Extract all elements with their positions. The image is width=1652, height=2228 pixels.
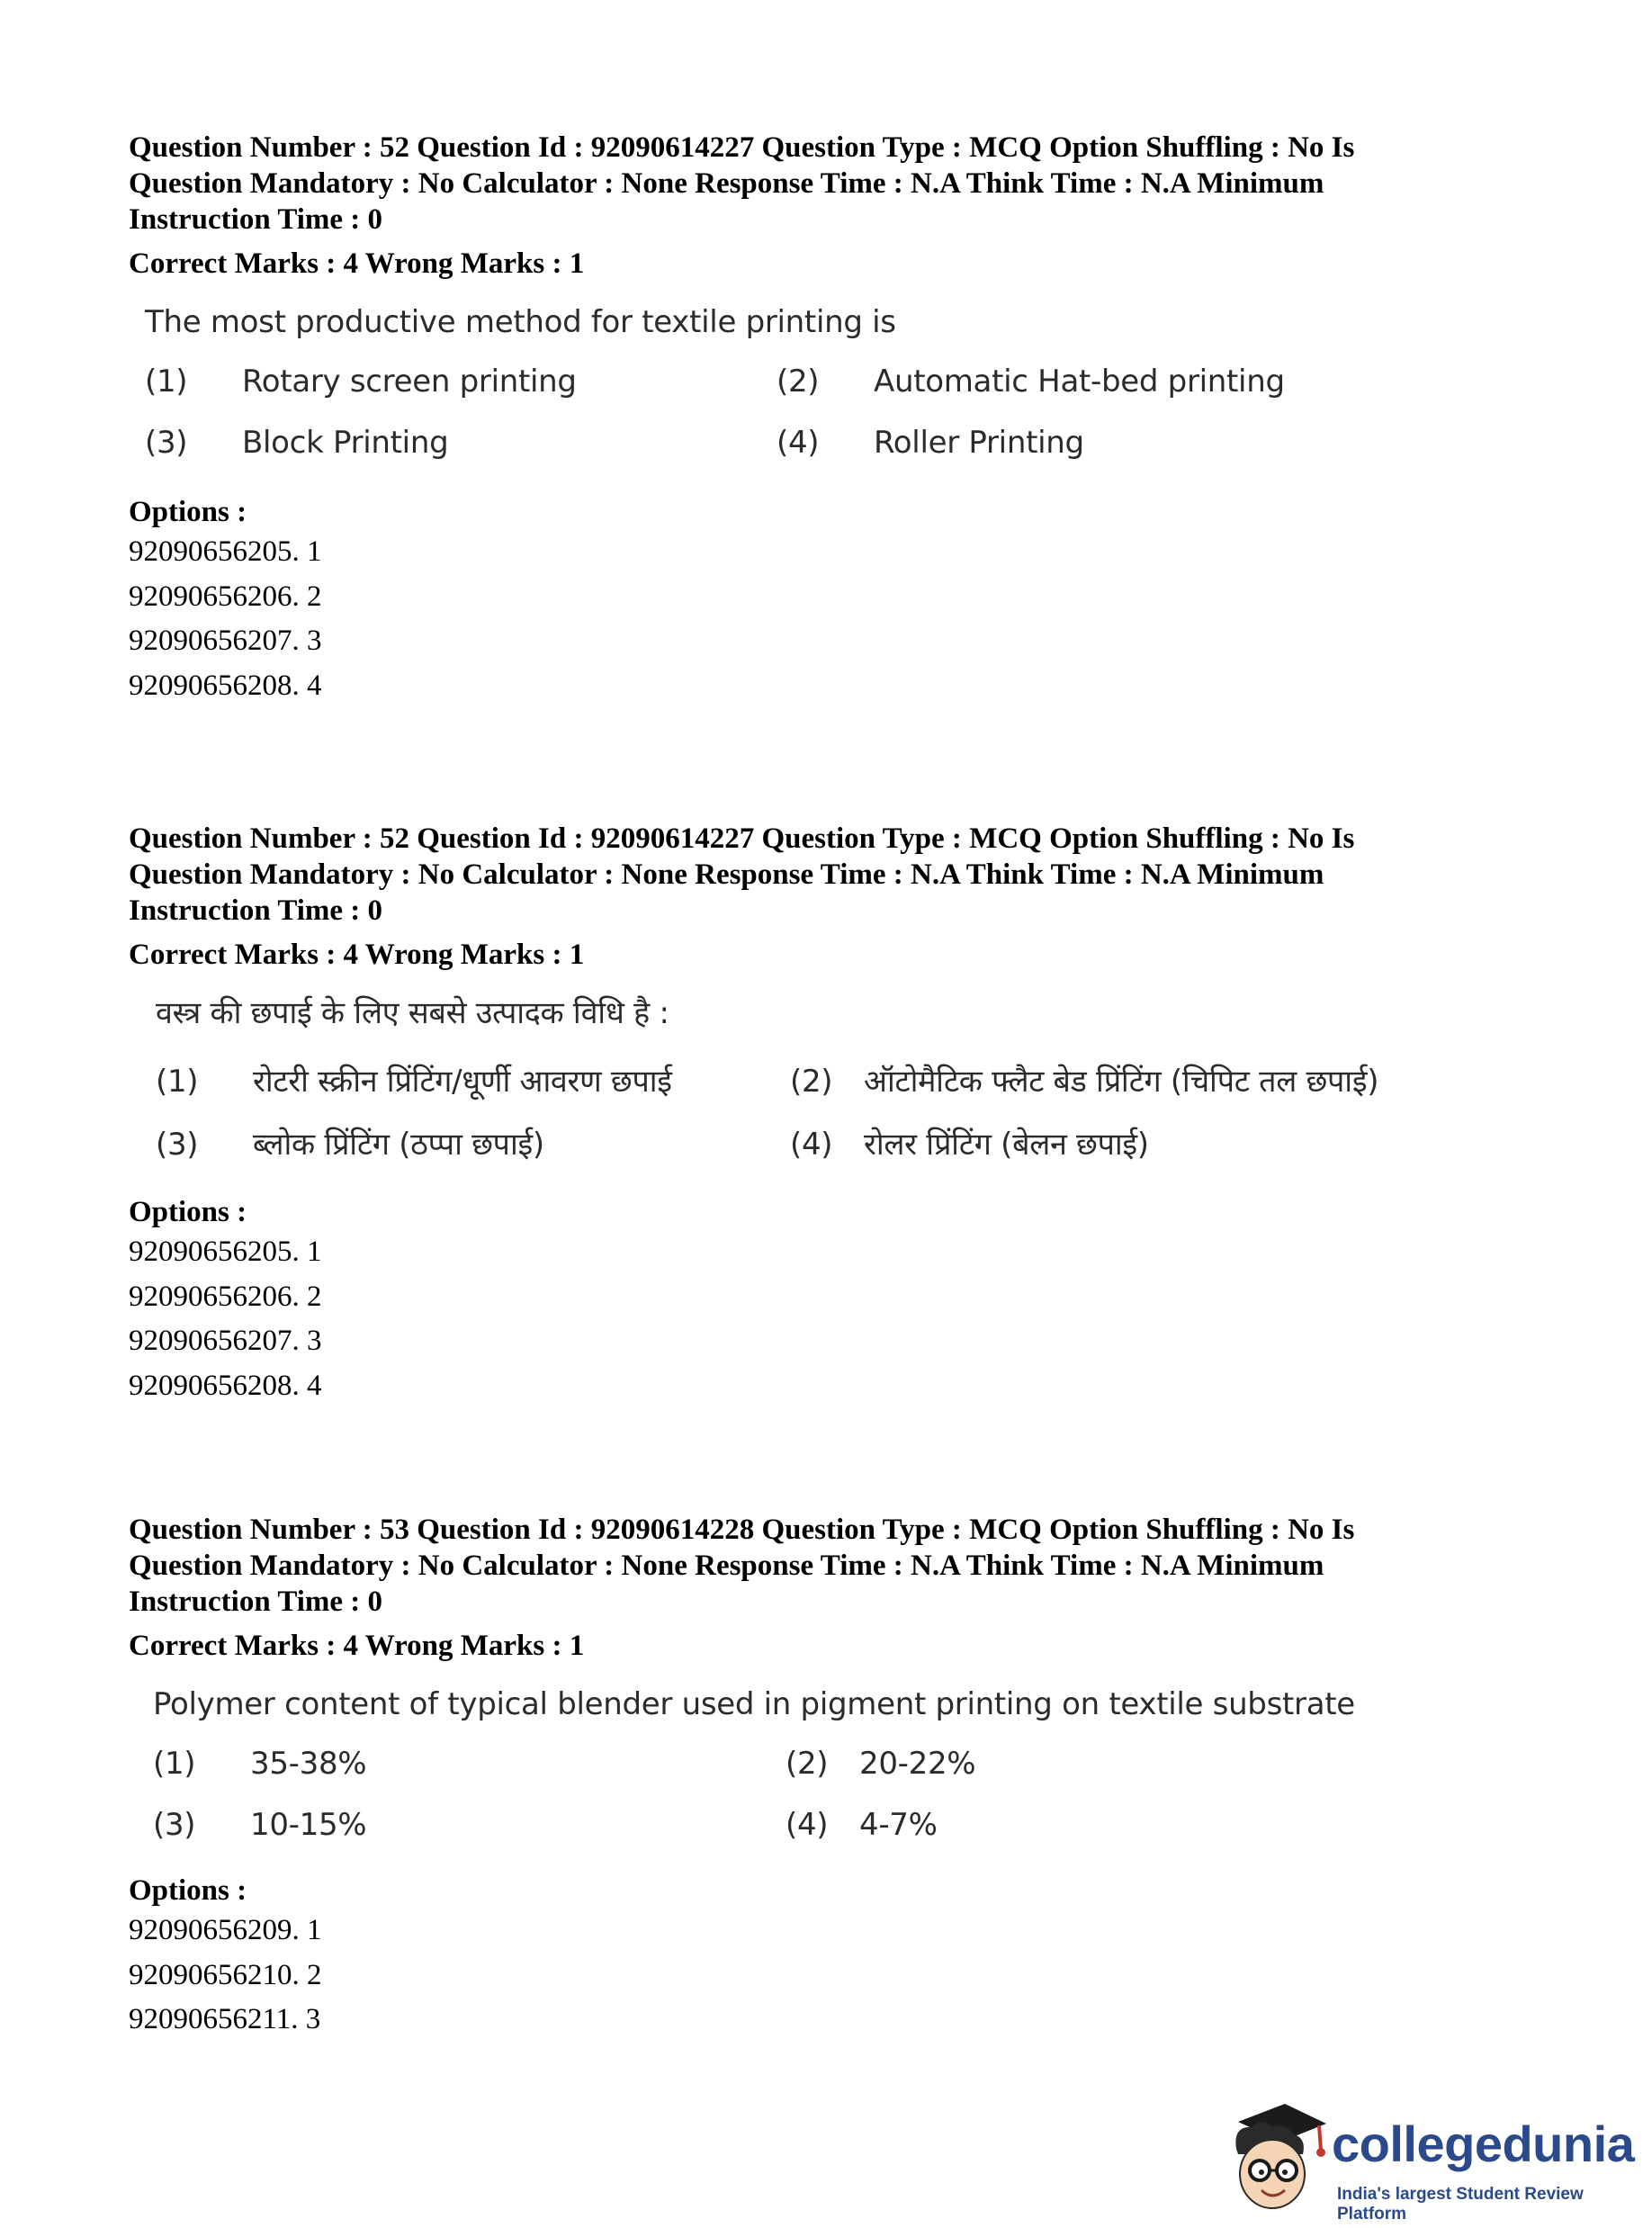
- choices-grid: [129, 1741, 1532, 1876]
- choice-text: रोलर प्रिंटिंग (बेलन छपाई): [864, 1127, 1149, 1163]
- meta-line: Question Mandatory : No Calculator : None Response Time : N.A Think Time : N.A Minimum: [129, 1550, 1324, 1582]
- choice-number: (2): [790, 1064, 833, 1100]
- question-block: [129, 130, 1532, 708]
- choice-item: [786, 1802, 938, 1847]
- meta-line: Question Number : 53 Question Id : 92090614228 Question Type : MCQ Option Shuffling : No Is: [129, 1514, 1355, 1546]
- marks-line: Correct Marks : 4 Wrong Marks : 1: [129, 247, 585, 280]
- meta-line: Instruction Time : 0: [129, 894, 383, 927]
- options-label: Options :: [129, 1874, 247, 1907]
- option-line: 92090656205. 1: [129, 535, 322, 568]
- question-content: [129, 991, 1532, 1185]
- choice-number: (1): [153, 1746, 196, 1782]
- question-text: Polymer content of typical blender used in pigment printing on textile substrate: [153, 1686, 1355, 1722]
- choice-text: Automatic Hat-bed printing: [874, 364, 1285, 400]
- choice-item: [777, 420, 1084, 465]
- question-text: The most productive method for textile printing is: [145, 304, 896, 340]
- question-block: [129, 1512, 1532, 2043]
- choice-number: (2): [777, 364, 820, 400]
- choice-number: (3): [153, 1807, 196, 1843]
- option-line: 92090656205. 1: [129, 1235, 322, 1268]
- option-line: 92090656208. 4: [129, 1369, 322, 1402]
- question-content: [129, 300, 1532, 494]
- choice-item: [786, 1741, 975, 1786]
- option-line: 92090656208. 4: [129, 669, 322, 702]
- question-meta: [129, 1512, 1532, 1620]
- choice-item: [145, 420, 448, 465]
- choice-text: Block Printing: [242, 425, 449, 461]
- choice-item: [790, 1122, 1149, 1167]
- options-section: [129, 494, 1532, 708]
- choice-item: [156, 1122, 544, 1167]
- logo-wordmark: collegedunia: [1332, 2116, 1635, 2172]
- marks-line: Correct Marks : 4 Wrong Marks : 1: [129, 1630, 585, 1662]
- option-line: 92090656210. 2: [129, 1958, 322, 1991]
- choice-item: [777, 359, 1285, 404]
- meta-line: Question Mandatory : No Calculator : None Response Time : N.A Think Time : N.A Minimum: [129, 167, 1324, 200]
- choice-text: 35-38%: [250, 1746, 367, 1782]
- choice-number: (3): [145, 425, 188, 461]
- choice-item: [156, 1059, 672, 1104]
- meta-line: Question Number : 52 Question Id : 92090614227 Question Type : MCQ Option Shuffling : No Is: [129, 131, 1355, 164]
- marks-line: Correct Marks : 4 Wrong Marks : 1: [129, 939, 585, 971]
- mascot-icon: [1220, 2095, 1328, 2221]
- choice-number: (4): [777, 425, 820, 461]
- choice-text: ऑटोमैटिक फ्लैट बेड प्रिंटिंग (चिपिट तल छपाई): [864, 1064, 1379, 1100]
- collegedunia-logo[interactable]: [1220, 2095, 1643, 2224]
- options-label: Options :: [129, 1196, 247, 1228]
- meta-line: Instruction Time : 0: [129, 1586, 383, 1618]
- choice-item: [153, 1802, 366, 1847]
- question-meta: [129, 821, 1532, 929]
- option-line: 92090656207. 3: [129, 1325, 322, 1357]
- option-line: 92090656211. 3: [129, 2003, 321, 2035]
- choice-text: Rotary screen printing: [242, 364, 577, 400]
- choice-number: (1): [156, 1064, 199, 1100]
- choice-number: (1): [145, 364, 188, 400]
- options-label: Options :: [129, 496, 247, 528]
- option-line: 92090656209. 1: [129, 1914, 322, 1946]
- question-meta: [129, 130, 1532, 238]
- choice-text: 10-15%: [250, 1807, 367, 1843]
- logo-tagline: India's largest Student Review Platform: [1337, 2185, 1584, 2224]
- option-line: 92090656206. 2: [129, 1280, 322, 1313]
- choice-item: [790, 1059, 1378, 1104]
- choices-grid: [129, 359, 1532, 494]
- meta-line: Question Number : 52 Question Id : 92090614227 Question Type : MCQ Option Shuffling : No Is: [129, 822, 1355, 855]
- choice-text: 4-7%: [859, 1807, 938, 1843]
- option-line: 92090656207. 3: [129, 624, 322, 657]
- choice-text: Roller Printing: [874, 425, 1084, 461]
- choice-text: रोटरी स्क्रीन प्रिंटिंग/धूर्णी आवरण छपाई: [253, 1064, 672, 1100]
- meta-line: Question Mandatory : No Calculator : None Response Time : N.A Think Time : N.A Minimum: [129, 858, 1324, 891]
- question-text: वस्त्र की छपाई के लिए सबसे उत्पादक विधि है :: [156, 995, 669, 1031]
- choice-text: 20-22%: [859, 1746, 976, 1782]
- choice-text: ब्लोक प्रिंटिंग (ठप्पा छपाई): [253, 1127, 544, 1163]
- choices-grid: [129, 1050, 1532, 1185]
- choice-number: (2): [786, 1746, 829, 1782]
- option-line: 92090656206. 2: [129, 579, 322, 613]
- choice-number: (4): [786, 1807, 829, 1843]
- options-section: [129, 1194, 1532, 1408]
- meta-line: Instruction Time : 0: [129, 203, 383, 236]
- choice-number: (3): [156, 1127, 199, 1163]
- choice-item: [153, 1741, 366, 1786]
- choice-number: (4): [790, 1127, 833, 1163]
- choice-item: [145, 359, 577, 404]
- options-section: [129, 1873, 1532, 2043]
- question-content: [129, 1682, 1532, 1876]
- question-block: [129, 821, 1532, 1408]
